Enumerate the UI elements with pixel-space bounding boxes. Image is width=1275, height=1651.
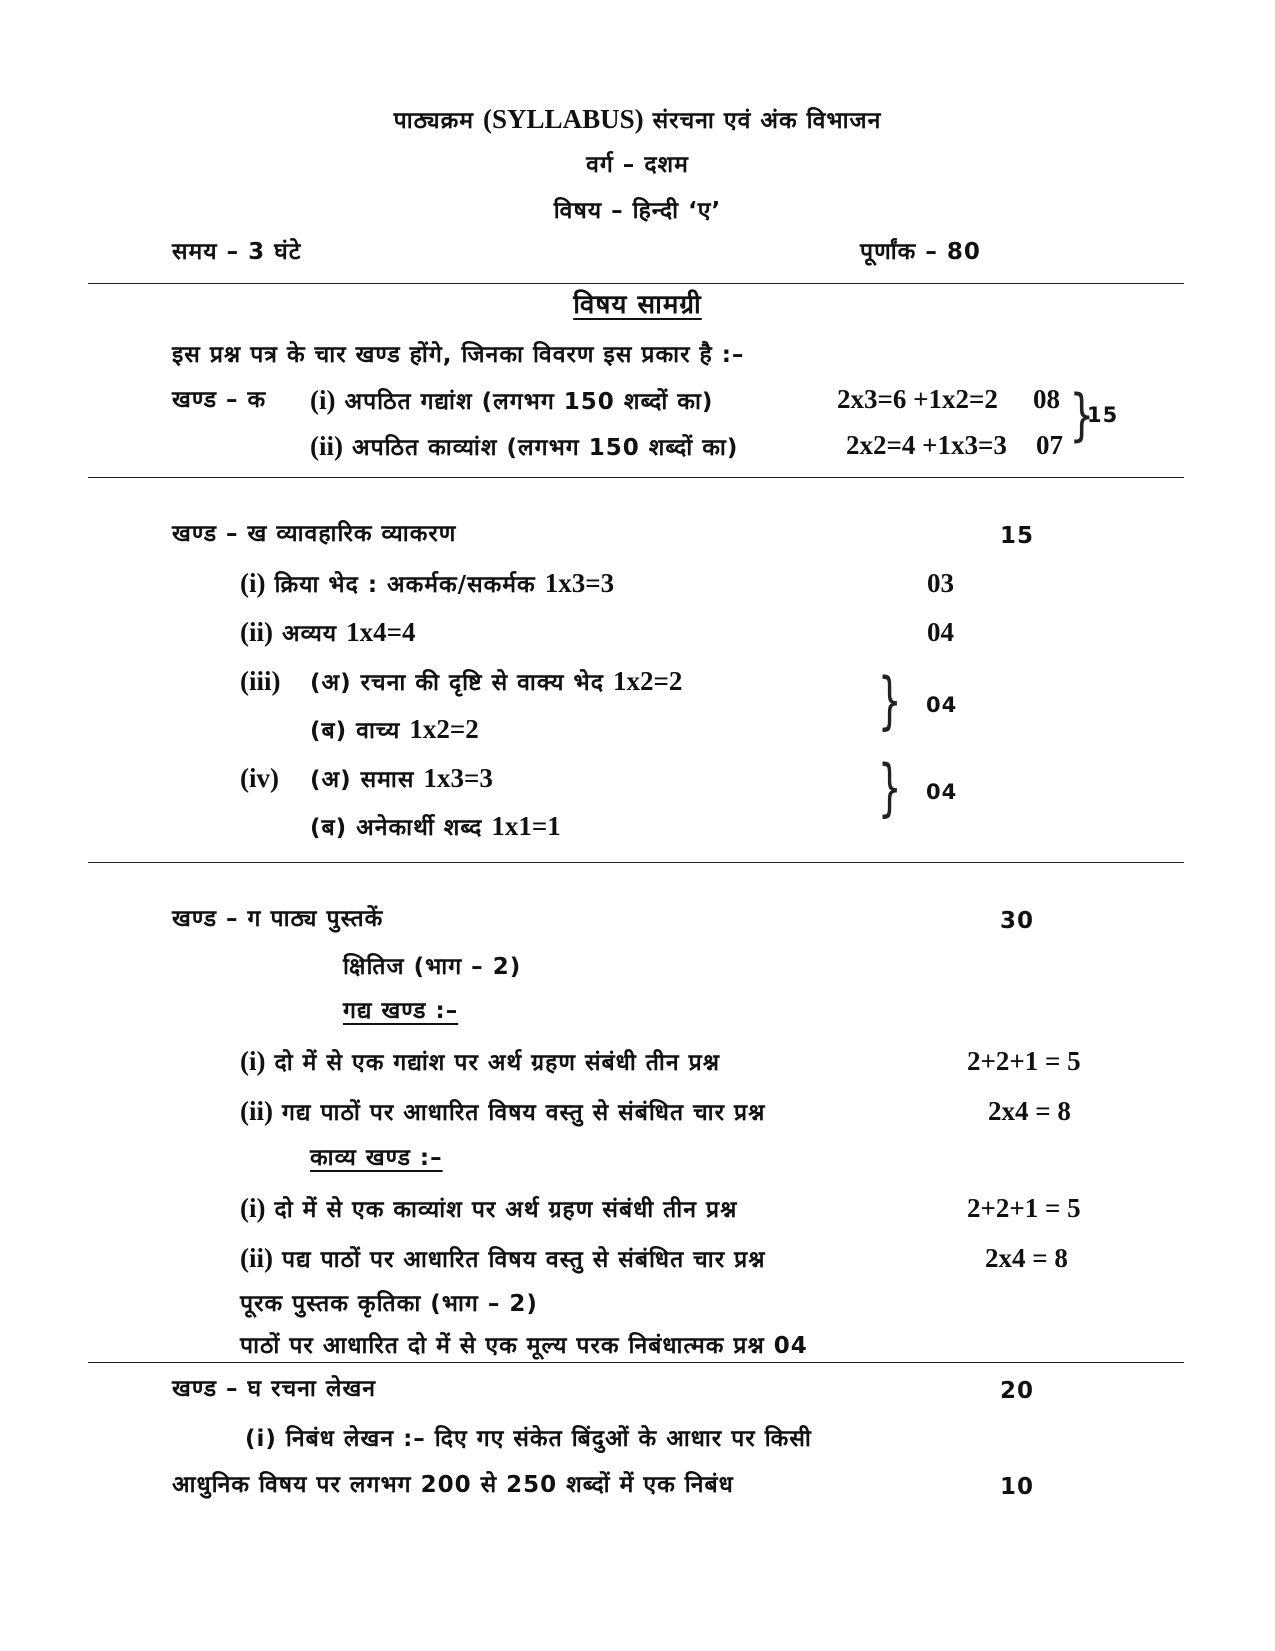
item-number: (i) <box>310 385 336 415</box>
poetry-heading: काव्य खण्ड :– <box>310 1145 443 1171</box>
section-b-item-4-sub-a <box>310 763 493 795</box>
item-text: (अ) समास <box>310 767 415 793</box>
item-number: (i) <box>240 568 266 598</box>
prose-item-1-formula: 2+2+1 = 5 <box>967 1046 1081 1076</box>
poetry-item-1-formula: 2+2+1 = 5 <box>967 1193 1081 1223</box>
section-b-item-2 <box>240 617 416 649</box>
section-a-total: 15 <box>1087 403 1119 427</box>
essay-line-2: आधुनिक विषय पर लगभग 200 से 250 शब्दों में एक निबंध <box>172 1472 734 1498</box>
section-b-label: खण्ड – ख व्यावहारिक व्याकरण <box>172 521 457 547</box>
section-b-item-4-sub-b <box>310 811 561 843</box>
section-b-item-3-marks: 04 <box>926 693 958 717</box>
poetry-item-1 <box>240 1193 737 1225</box>
divider <box>88 862 1184 863</box>
item-text: अपठित काव्यांश (लगभग 150 शब्दों का) <box>352 435 739 461</box>
supplementary-question: पाठों पर आधारित दो में से एक मूल्य परक निबंधात्मक प्रश्न 04 <box>240 1333 808 1359</box>
prose-item-2-formula: 2x4 = 8 <box>988 1096 1071 1126</box>
section-b-item-4-number: (iv) <box>240 763 279 793</box>
item-formula: 1x2=2 <box>409 714 479 744</box>
item-text: अपठित गद्यांश (लगभग 150 शब्दों का) <box>344 389 714 415</box>
title-english: (SYLLABUS) <box>483 104 644 134</box>
section-b-item-3-sub-b <box>310 714 479 746</box>
item-number: (ii) <box>240 1096 273 1126</box>
section-a-item-1-marks: 08 <box>1033 384 1060 414</box>
divider <box>88 477 1184 478</box>
section-b-item-3-number: (iii) <box>240 666 281 696</box>
section-b-item-1-marks: 03 <box>927 568 954 598</box>
full-marks-label: पूर्णांक – 80 <box>860 239 981 265</box>
supplementary-book: पूरक पुस्तक कृतिका (भाग – 2) <box>240 1291 538 1317</box>
item-text: गद्य पाठों पर आधारित विषय वस्तु से संबंधित चार प्रश्न <box>282 1100 766 1126</box>
page-title <box>0 104 1275 136</box>
item-number: (ii) <box>240 1243 273 1273</box>
section-a-item-2-formula: 2x2=4 +1x3=3 <box>846 430 1007 460</box>
section-b-item-4-marks: 04 <box>926 780 958 804</box>
title-hindi-part1: पाठ्यक्रम <box>393 108 475 134</box>
item-number: (i) <box>240 1046 266 1076</box>
item-text: (ब) वाच्य <box>310 718 401 744</box>
item-text: (अ) रचना की दृष्टि से वाक्य भेद <box>310 670 604 696</box>
section-d-label: खण्ड – घ रचना लेखन <box>172 1376 377 1402</box>
section-a-item-2-marks: 07 <box>1036 430 1063 460</box>
intro-text: इस प्रश्न पत्र के चार खण्ड होंगे, जिनका विवरण इस प्रकार है :– <box>172 342 745 368</box>
brace-item-3: } <box>877 664 902 737</box>
section-c-label: खण्ड – ग पाठ्य पुस्तकें <box>172 906 384 932</box>
essay-marks: 10 <box>1000 1474 1035 1500</box>
item-text: दो में से एक गद्यांश पर अर्थ ग्रहण संबंधी तीन प्रश्न <box>274 1050 720 1076</box>
section-a-item-1-formula: 2x3=6 +1x2=2 <box>837 384 998 414</box>
poetry-item-2-formula: 2x4 = 8 <box>985 1243 1068 1273</box>
prose-heading: गद्य खण्ड :– <box>343 998 459 1024</box>
section-b-item-2-marks: 04 <box>927 617 954 647</box>
prose-item-1 <box>240 1046 720 1078</box>
item-text: दो में से एक काव्यांश पर अर्थ ग्रहण संबंधी तीन प्रश्न <box>274 1197 738 1223</box>
title-hindi-part2: संरचना एवं अंक विभाजन <box>652 108 882 134</box>
section-b-total: 15 <box>1000 523 1035 549</box>
content-heading: विषय सामग्री <box>573 290 702 320</box>
brace-section-a: } <box>1069 383 1095 448</box>
essay-line-1: (i) निबंध लेखन :– दिए गए संकेत बिंदुओं के आधार पर किसी <box>245 1426 812 1452</box>
item-formula: 1x3=3 <box>423 763 493 793</box>
item-formula: 1x2=2 <box>612 666 683 696</box>
section-c-total: 30 <box>1000 908 1035 934</box>
section-b-item-1 <box>240 568 614 600</box>
item-number: (ii) <box>240 617 273 647</box>
divider <box>88 283 1184 284</box>
subject-label: विषय – हिन्दी ‘ए’ <box>553 198 722 224</box>
item-number: (ii) <box>310 431 343 461</box>
textbook-name: क्षितिज (भाग – 2) <box>343 954 522 980</box>
prose-item-2 <box>240 1096 765 1128</box>
item-formula: 1x3=3 <box>544 568 615 598</box>
brace-item-4: } <box>877 751 902 824</box>
section-a-item-1 <box>310 385 713 417</box>
section-a-item-2 <box>310 431 738 463</box>
time-label: समय – 3 घंटे <box>172 239 302 265</box>
item-formula: 1x4=4 <box>346 617 416 647</box>
item-formula: 1x1=1 <box>491 811 561 841</box>
section-d-total: 20 <box>1000 1378 1035 1404</box>
poetry-item-2 <box>240 1243 766 1275</box>
item-text: (ब) अनेकार्थी शब्द <box>310 815 483 841</box>
divider <box>88 1362 1184 1363</box>
section-a-label: खण्ड – क <box>172 387 267 413</box>
item-number: (i) <box>240 1193 266 1223</box>
item-text: पद्य पाठों पर आधारित विषय वस्तु से संबंधित चार प्रश्न <box>282 1247 766 1273</box>
item-text: क्रिया भेद : अकर्मक/सकर्मक <box>274 572 536 598</box>
item-text: अव्यय <box>282 621 338 647</box>
section-b-item-3-sub-a <box>310 666 682 698</box>
class-label: वर्ग – दशम <box>586 152 689 178</box>
